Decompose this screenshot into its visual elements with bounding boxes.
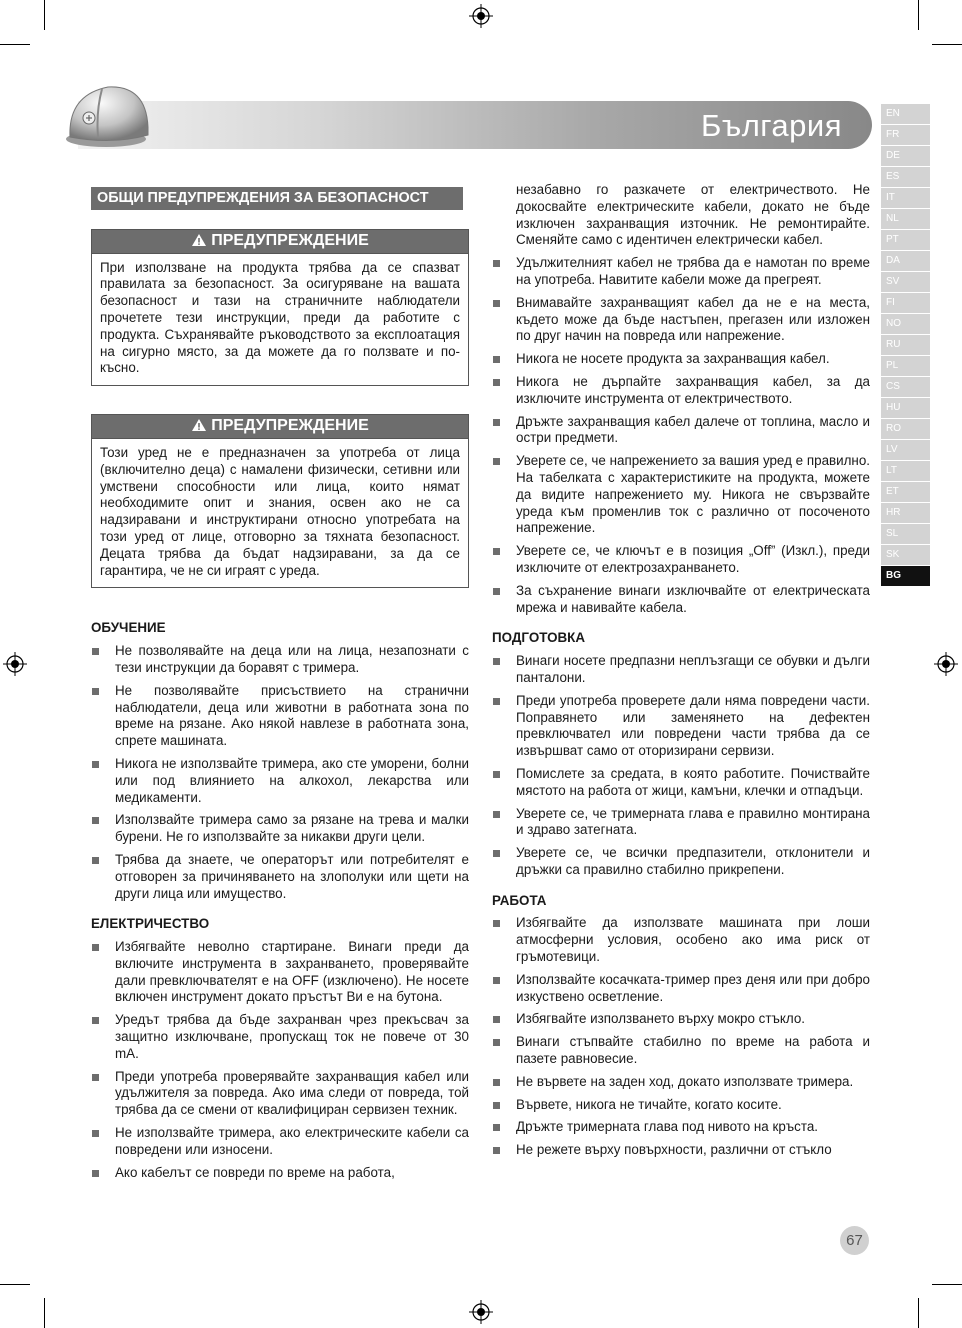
language-tab-es[interactable]: ES [881,167,930,187]
language-tab-sl[interactable]: SL [881,524,930,544]
list-item [91,852,469,902]
crop-mark [918,0,919,30]
language-tab-ru[interactable]: RU [881,335,930,355]
language-tab-ro[interactable]: RO [881,419,930,439]
subheading-preparation: ПОДГОТОВКА [492,630,586,646]
language-tab-hr[interactable]: HR [881,503,930,523]
warning-box [91,414,469,588]
list-item [492,351,870,368]
list-item [492,1142,870,1159]
language-tab-it[interactable]: IT [881,188,930,208]
list-item [91,643,469,677]
language-tabs [881,104,930,587]
list-item-text: Избягвайте да използвате машината при лоши атмосферни условия, особено ако има риск от гръмотевици. [516,915,870,965]
bullet-square-icon [92,1017,99,1024]
language-tab-fi[interactable]: FI [881,293,930,313]
bullet-square-icon [92,944,99,951]
list-item-text: Уверете се, че тримерната глава е правилно монтирана и здраво затегната. [516,805,870,838]
list-item [91,1069,469,1119]
crop-mark [932,44,962,45]
list-item-text: Не режете върху повърхности, различни от стъкло [516,1142,832,1158]
list-item [492,583,870,617]
list-item [91,1012,469,1062]
operation-list [492,915,870,1159]
list-item [492,766,870,800]
list-item [492,414,870,448]
list-item [492,1074,870,1091]
bullet-square-icon [493,1147,500,1154]
bullet-square-icon [92,761,99,768]
bullet-square-icon [493,419,500,426]
bullet-square-icon [493,379,500,386]
list-item [492,693,870,760]
warning-triangle-icon [191,418,207,432]
list-item-text: Ако кабелът се повреди по време на работа, [115,1164,395,1180]
language-tab-et[interactable]: ET [881,482,930,502]
page-title: България [700,108,842,143]
list-item [492,845,870,879]
list-item [492,453,870,537]
bullet-square-icon [493,260,500,267]
subheading-training: ОБУЧЕНИЕ [91,620,166,636]
list-item [492,374,870,408]
crop-mark [0,1284,30,1285]
electricity-list [91,939,469,1181]
bullet-square-icon [493,771,500,778]
list-item-text: За съхранение винаги изключвайте от електрическата мрежа и навивайте кабела. [516,582,870,615]
list-item-text: Използвайте косачката-тример през деня или при добро изкуствено осветление. [516,971,870,1004]
crop-mark [0,44,30,45]
list-item [492,295,870,345]
list-item-text: Дръжте тримерната глава под нивото на кръста. [516,1119,818,1135]
list-item-text: Не използвайте тримера, ако електрическите кабели са повредени или износени. [115,1125,469,1157]
list-item [91,1125,469,1159]
language-tab-pt[interactable]: PT [881,230,930,250]
list-item-text: Не вървете на заден ход, докато използвате тримера. [516,1073,854,1089]
bullet-square-icon [92,688,99,695]
list-item [91,1165,469,1182]
list-item [492,1034,870,1068]
list-item [91,683,469,750]
bullet-square-icon [493,356,500,363]
bullet-square-icon [493,920,500,927]
list-item-text: Помислете за средата, в която работите. Почиствайте мястото на работа от жици, камъни, клечки и отпадъци. [516,765,870,798]
warning-header [92,230,468,254]
bullet-square-icon [493,698,500,705]
list-item [492,1011,870,1028]
bullet-square-icon [493,1079,500,1086]
bullet-square-icon [493,1102,500,1109]
registration-mark-icon [469,1300,493,1324]
list-item-text: Избягвайте използването върху мокро стъкло. [516,1011,806,1027]
registration-mark-icon [469,4,493,28]
bullet-square-icon [92,648,99,655]
language-tab-de[interactable]: DE [881,146,930,166]
warning-triangle-icon [191,233,207,247]
list-item-text: Преди употреба проверявайте захранващия кабел или удължителя за повреда. Ако има следи от повреда, той трябва да се смени от квалифициран сервизен техник. [115,1068,469,1118]
list-item-text: Никога не дърпайте захранващия кабел, за да изключите инструмента от електричеството. [516,373,870,406]
right-column [492,182,870,1165]
page-number: 67 [840,1226,869,1255]
crop-mark [932,1284,962,1285]
list-item [492,806,870,840]
language-tab-hu[interactable]: HU [881,398,930,418]
list-item-text: Уверете се, че всички предпазители, отклонители и дръжки са правилно стабилно прикрепени. [516,845,870,877]
preparation-list [492,653,870,879]
list-item-text: Избягвайте неволно стартиране. Винаги преди да включите инструмента в захранването, проверявайте дали превключвателят е на OFF (изключено). Не носете включен инструмент докато пръстът Ви е на бутона. [115,939,469,1005]
section-title: ОБЩИ ПРЕДУПРЕЖДЕНИЯ ЗА БЕЗОПАСНОСТ [91,187,463,210]
list-item-text: Дръжте захранващия кабел далече от топлина, масло и остри предмети. [516,413,870,446]
bullet-square-icon [92,1130,99,1137]
subheading-operation: РАБОТА [492,892,547,908]
list-item [492,653,870,687]
registration-mark-icon [934,652,958,676]
language-tab-lt[interactable]: LT [881,461,930,481]
bullet-square-icon [493,977,500,984]
list-item-text: Преди употреба проверете дали няма повредени части. Поправянето или заменянето на дефектен превключвател или повредени части трябва да се извършват само от оторизирани сервизи. [516,692,870,759]
list-item-text: Винаги носете предпазни неплъзгащи се обувки и дълги панталони. [516,653,870,685]
warning-box [91,229,469,386]
bullet-square-icon [493,658,500,665]
warning-title: ПРЕДУПРЕЖДЕНИЕ [211,417,369,435]
registration-mark-icon [3,652,27,676]
bullet-square-icon [493,458,500,465]
list-item-text: Вървете, никога не тичайте, когато косите. [516,1096,782,1112]
bullet-square-icon [493,1124,500,1131]
list-item-text: Не позволявайте на деца или на лица, незапознати с тези инструкции да боравят с тримера. [115,643,469,675]
warning-text: Този уред не е предназначен за употреба от лица (включително деца) с намалени физически, сетивни или умствени способности или лица, които нямат необходимите опит и знания, освен ако не са надзиравани и инструктирани относно употребата на този уред от лице, отговорно за тяхната безопасност. Децата трябва да бъдат надзиравани, за да се гарантира, че не си играят с уреда. [100,444,460,578]
list-item-text: Уверете се, че ключът е в позиция „Off” (Изкл.), преди изключите от електрозахранването. [516,543,870,575]
bullet-square-icon [493,1016,500,1023]
list-item-text: Никога не носете продукта за захранващия кабел. [516,351,830,367]
language-tab-no[interactable]: NO [881,314,930,334]
crop-mark [44,0,45,30]
list-item [91,812,469,846]
language-tab-cs[interactable]: CS [881,377,930,397]
electricity-list-continued [492,255,870,616]
language-tab-pl[interactable]: PL [881,356,930,376]
continued-paragraph: незабавно го разкачете от електричеството. Не докосвайте електрическите кабели, докато не бъде изключен захранващия източник. Не ремонтирайте. Сменяйте само с идентичен електрически кабел. [516,182,870,248]
list-item-text: Внимавайте захранващият кабел да не е на места, където може да бъде настъпен, прегазен или изложен по друг начин на повреда или напрежение. [516,294,870,344]
list-item [492,255,870,289]
bullet-square-icon [493,1039,500,1046]
language-tab-da[interactable]: DA [881,251,930,271]
bullet-square-icon [92,857,99,864]
left-column [91,187,469,1187]
language-tab-en[interactable]: EN [881,104,930,124]
bullet-square-icon [493,588,500,595]
list-item-text: Никога не използвайте тримера, ако сте уморени, болни или под влиянието на алкохол, лекарства или медикаменти. [115,755,469,805]
warning-title: ПРЕДУПРЕЖДЕНИЕ [211,231,369,249]
bullet-square-icon [92,1074,99,1081]
list-item [492,972,870,1006]
warning-header [92,415,468,439]
language-tab-sk[interactable]: SK [881,545,930,565]
language-tab-nl[interactable]: NL [881,209,930,229]
list-item-text: Винаги стъпвайте стабилно по време на работа и пазете равновесие. [516,1034,870,1067]
list-item [492,1097,870,1114]
list-item-text: Удължителният кабел не трябва да е намотан по време на употреба. Навитите кабели може да прегреят. [516,255,870,287]
training-list [91,643,469,902]
list-item [91,939,469,1006]
warning-text: При използване на продукта трябва да се спазват правилата за безопасност. За осигуряване на вашата безопасност и тази на страничните наблюдатели прочетете тези инструкции, преди да работите с продукта. Съхранявайте ръководството за експлоатация на сигурно място, за да можете да го ползвате и по-късно. [100,259,460,376]
bullet-square-icon [92,1170,99,1177]
language-tab-bg[interactable]: BG [881,566,930,586]
bullet-square-icon [92,817,99,824]
list-item-text: Не позволявайте присъствието на странични наблюдатели, деца или животни в работната зона по време на рязане. Ако някой навлезе в работната зона, спрете машината. [115,682,469,749]
list-item-text: Уредът трябва да бъде захранван чрез прекъсвач за защитно изключване, пропускащ ток не повече от 30 mA. [115,1012,469,1061]
list-item [492,915,870,965]
list-item-text: Трябва да знаете, че операторът или потребителят е отговорен за причиняването на злополуки или щети на други лица или имущество. [115,851,469,901]
bullet-square-icon [493,811,500,818]
crop-mark [918,1298,919,1328]
list-item [91,756,469,806]
language-tab-sv[interactable]: SV [881,272,930,292]
list-item [492,1119,870,1136]
subheading-electricity: ЕЛЕКТРИЧЕСТВО [91,916,210,932]
safety-helmet-icon [62,75,154,151]
list-item-text: Използвайте тримера само за рязане на трева и малки бурени. Не го използвайте за никакви други цели. [115,812,469,845]
bullet-square-icon [493,300,500,307]
list-item-text: Уверете се, че напрежението за вашия уред е правилно. На табелката с характеристиките на продукта, можете да видите напрежението му. Никога не свързвайте уреда към променлив ток с различно от посоченото напрежение. [516,453,870,536]
language-tab-fr[interactable]: FR [881,125,930,145]
list-item [492,543,870,577]
bullet-square-icon [493,548,500,555]
crop-mark [44,1298,45,1328]
language-tab-lv[interactable]: LV [881,440,930,460]
bullet-square-icon [493,850,500,857]
